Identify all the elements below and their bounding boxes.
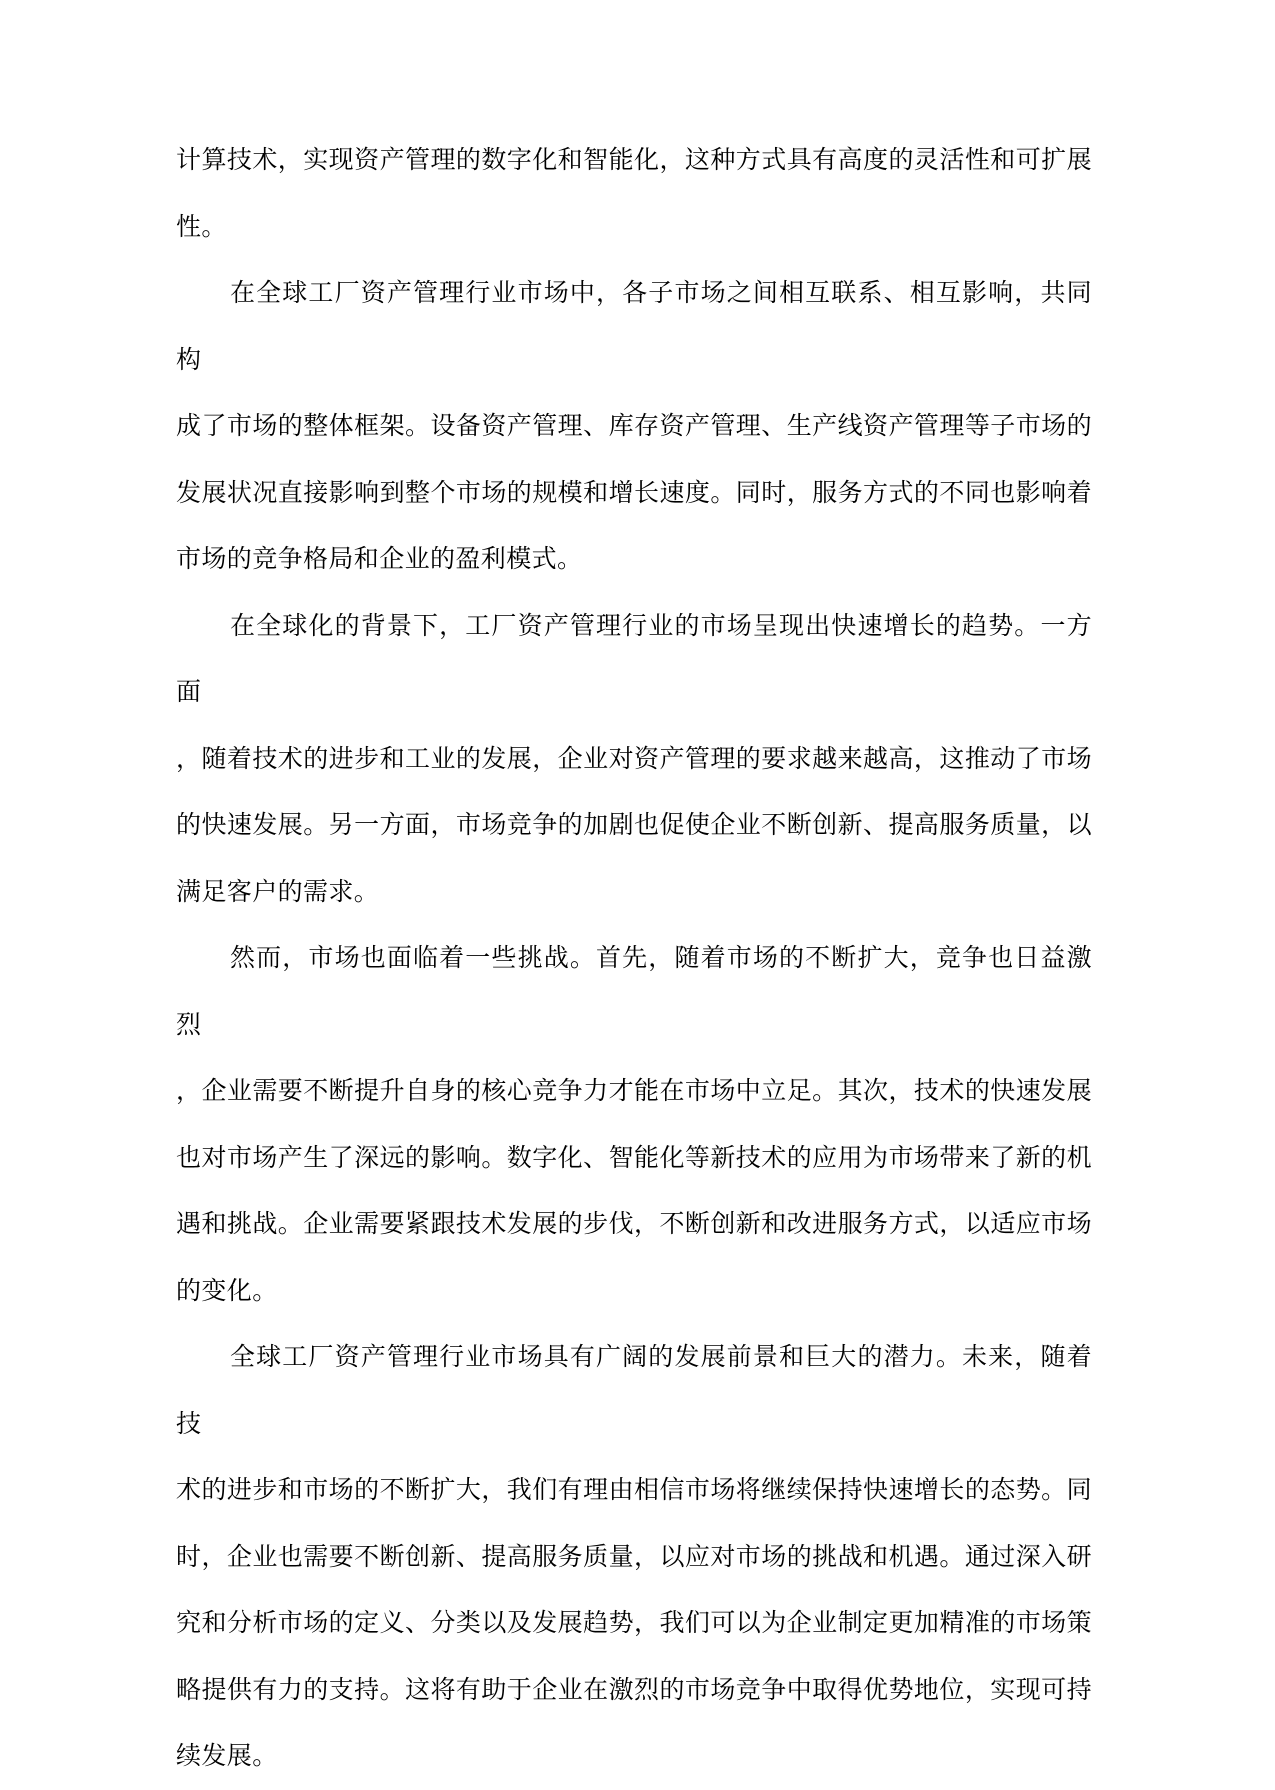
paragraph [176,1324,1092,1790]
text-line: 略提供有力的支持。这将有助于企业在激烈的市场竞争中取得优势地位，实现可持 [176,1675,1092,1704]
paragraph [176,260,1092,593]
paragraph [176,127,1092,260]
text-line: 究和分析市场的定义、分类以及发展趋势，我们可以为企业制定更加精准的市场策 [176,1609,1092,1637]
text-line: 满足客户的需求。 [176,877,380,906]
text-line: 成了市场的整体框架。设备资产管理、库存资产管理、生产线资产管理等子市场的 [176,412,1092,440]
text-line: 发展状况直接影响到整个市场的规模和增长速度。同时，服务方式的不同也影响着 [176,478,1092,507]
text-line: 在全球工厂资产管理行业市场中，各子市场之间相互联系、相互影响，共同构 [176,279,1092,374]
text-line: 市场的竞争格局和企业的盈利模式。 [176,545,583,573]
paragraph [176,925,1092,1324]
text-line: 也对市场产生了深远的影响。数字化、智能化等新技术的应用为市场带来了新的机 [176,1143,1092,1172]
text-line: 在全球化的背景下，工厂资产管理行业的市场呈现出快速增长的趋势。一方面 [176,611,1092,706]
paragraph [176,593,1092,926]
text-line: 的快速发展。另一方面，市场竞争的加剧也促使企业不断创新、提高服务质量，以 [176,811,1092,839]
text-line: ，企业需要不断提升自身的核心竞争力才能在市场中立足。其次，技术的快速发展 [176,1077,1092,1105]
text-line: 然而，市场也面临着一些挑战。首先，随着市场的不断扩大，竞争也日益激烈 [176,944,1092,1039]
text-line: ，随着技术的进步和工业的发展，企业对资产管理的要求越来越高，这推动了市场 [176,744,1092,773]
text-line: 时，企业也需要不断创新、提高服务质量，以应对市场的挑战和机遇。通过深入研 [176,1542,1092,1571]
text-line: 遇和挑战。企业需要紧跟技术发展的步伐，不断创新和改进服务方式，以适应市场 [176,1210,1092,1238]
text-line: 术的进步和市场的不断扩大，我们有理由相信市场将继续保持快速增长的态势。同 [176,1476,1092,1504]
text-line: 续发展。 [176,1742,278,1770]
text-line: 性。 [176,212,227,241]
document-text-block [176,127,1092,1790]
text-line: 全球工厂资产管理行业市场具有广阔的发展前景和巨大的潜力。未来，随着技 [176,1343,1092,1438]
text-line: 计算技术，实现资产管理的数字化和智能化，这种方式具有高度的灵活性和可扩展 [176,146,1092,174]
text-line: 的变化。 [176,1276,278,1305]
